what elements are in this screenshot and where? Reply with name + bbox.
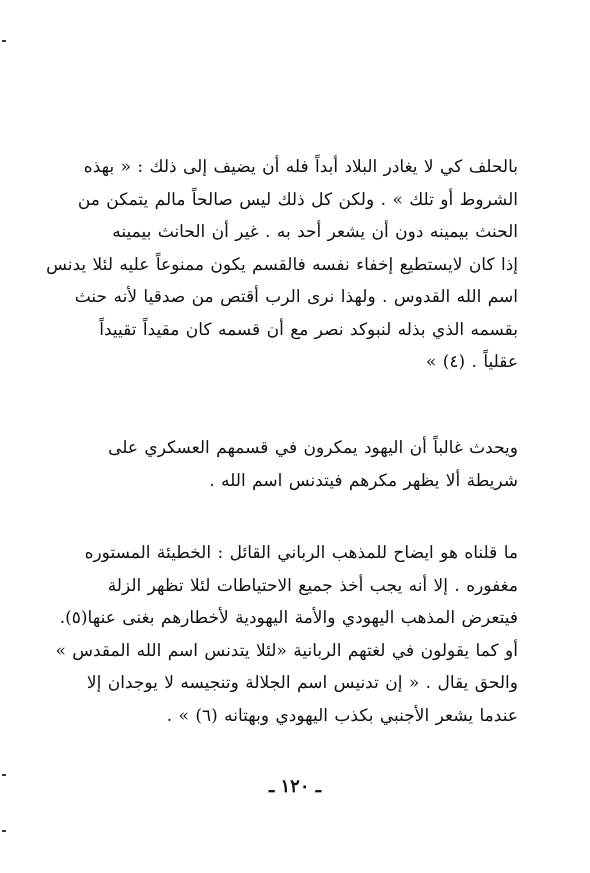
paragraph-1 — [46, 151, 518, 379]
text-line: بقسمه الذي بذله لنبوكد نصر مع أن قسمه كان مقيداً تقييداً — [99, 319, 518, 340]
text-line: أو كما يقولون في لغتهم الربانية «لئلا يتدنس اسم الله المقدس » — [55, 640, 518, 661]
paragraph-3 — [55, 537, 518, 732]
text-line: الشروط أو تلك » . ولكن كل ذلك ليس صالحاً مالم يتمكن من — [77, 189, 518, 210]
text-line: عندما يشعر الأجنبي بكذب اليهودي وبهتانه (٦) » . — [166, 705, 518, 726]
paragraph-2 — [72, 432, 518, 497]
text-line: فيتعرض المذهب اليهودي والأمة اليهودية لأخطارهم بغنى عنها(٥). — [59, 608, 518, 628]
text-line: إذا كان لايستطيع إخفاء نفسه فالقسم يكون ممنوعاً عليه لئلا يدنس — [46, 254, 518, 275]
text-line: والحق يقال . « إن تدنيس اسم الجلالة وتنجيسه لا يوجدان إلا — [86, 673, 518, 693]
text-line: بالحلف كي لا يغادر البلاد أبداً فله أن يضيف إلى ذلك : « بهذه — [83, 157, 518, 177]
text-line: الحنث بيمينه دون أن يشعر أحد به . غير أن الحانث بيمينه — [112, 222, 518, 242]
text-line: عقلياً . (٤) » — [425, 352, 518, 372]
margin-mark — [2, 40, 6, 42]
text-line: شريطة ألا يظهر مكرهم فيتدنس اسم الله . — [209, 470, 518, 491]
page-number: ـ ١٢٠ ـ — [268, 776, 322, 797]
text-line: ويحدث غالباً أن اليهود يمكرون في قسمهم العسكري على — [108, 438, 518, 458]
text-line: مغفوره . إلا أنه يجب أخذ جميع الاحتياطات لئلا تظهر الزلة — [107, 575, 518, 596]
text-line: اسم الله القدوس . ولهذا نرى الرب أقتص من صدقيا لأنه حنث — [74, 287, 518, 307]
margin-mark — [2, 830, 6, 832]
text-line: ما قلناه هو ايضاح للمذهب الرباني القائل : الخطيئة المستوره — [84, 543, 518, 563]
